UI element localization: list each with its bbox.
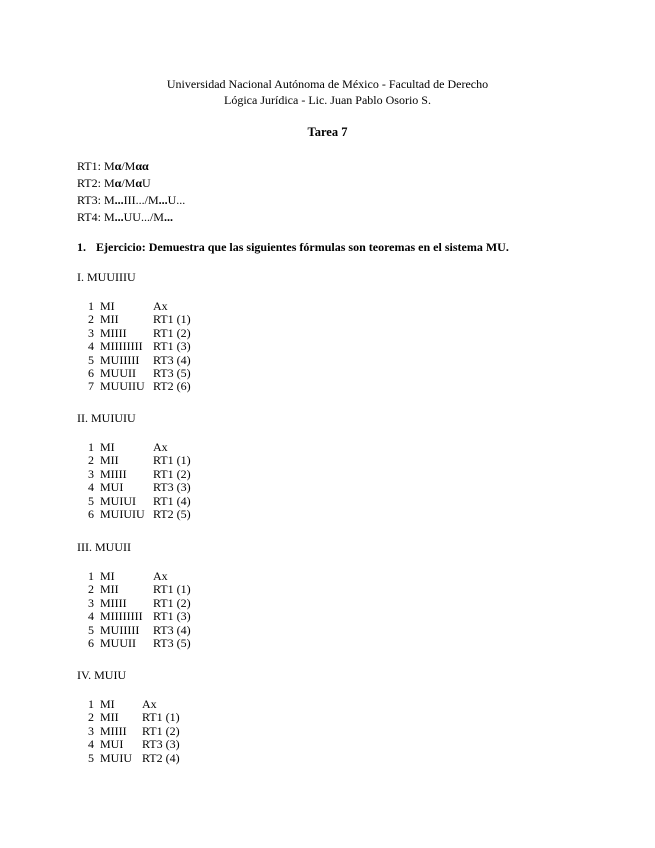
rules-list — [77, 158, 185, 226]
step-string: MII — [100, 453, 119, 468]
rule-rt3: RT3: M...III.../M...U... — [77, 193, 186, 207]
step-string: MUUII — [100, 636, 136, 651]
step-justification: RT1 (1) — [153, 453, 191, 468]
step-number: 4 — [88, 480, 94, 495]
header-course: Lógica Jurídica - Lic. Juan Pablo Osorio S. — [224, 93, 431, 107]
step-string: MII — [100, 582, 119, 597]
step-justification: RT1 (2) — [153, 595, 191, 610]
step-justification: RT3 (5) — [153, 366, 191, 381]
step-string: MUI — [100, 480, 124, 495]
step-justification: RT3 (4) — [153, 352, 191, 367]
step-justification: RT1 (1) — [142, 710, 180, 725]
exercise-number: 1. — [77, 240, 86, 254]
rule-rt1: RT1: Mα/Mαα — [77, 159, 149, 173]
step-string: MIIII — [100, 595, 127, 610]
proof-row — [82, 441, 191, 454]
step-string: MI — [100, 299, 115, 313]
proof-row — [82, 752, 180, 765]
step-justification: RT3 (5) — [153, 636, 191, 651]
exercise-text: Ejercicio: Demuestra que las siguientes fórmulas son teoremas en el sistema MU. — [96, 240, 509, 254]
proof-row — [82, 495, 191, 508]
step-number: 2 — [88, 312, 94, 327]
step-number: 2 — [88, 582, 94, 597]
step-string: MII — [100, 312, 119, 327]
document-header — [0, 76, 655, 108]
step-justification: RT2 (6) — [153, 379, 191, 394]
proof-row — [82, 610, 191, 623]
step-number: 3 — [88, 723, 94, 738]
section-title: IV. MUIU — [77, 668, 127, 682]
document-title: Tarea 7 — [307, 125, 348, 139]
step-string: MUIUI — [100, 493, 136, 508]
step-number: 6 — [88, 366, 94, 381]
rule-rt4: RT4: M...UU.../M... — [77, 210, 173, 224]
step-number: 4 — [88, 339, 94, 354]
step-string: MII — [100, 710, 119, 725]
step-string: MUIIIII — [100, 622, 140, 637]
step-justification: RT1 (4) — [153, 493, 191, 508]
step-number: 6 — [88, 507, 94, 522]
step-justification: RT1 (2) — [142, 723, 180, 738]
step-justification: Ax — [153, 440, 168, 454]
step-justification: Ax — [142, 697, 157, 711]
step-justification: RT1 (3) — [153, 609, 191, 624]
step-number: 3 — [88, 325, 94, 340]
step-justification: RT1 (1) — [153, 582, 191, 597]
proof-row — [82, 738, 180, 751]
proof-row — [82, 468, 191, 481]
proof-row — [82, 313, 191, 326]
step-number: 5 — [88, 622, 94, 637]
section-title: III. MUUII — [77, 540, 131, 554]
proof-row — [82, 367, 191, 380]
step-string: MIIIIIIII — [100, 339, 143, 354]
step-string: MUIU — [100, 750, 132, 765]
step-string: MIIIIIIII — [100, 609, 143, 624]
step-justification: RT1 (2) — [153, 466, 191, 481]
step-number: 6 — [88, 636, 94, 651]
step-string: MI — [100, 569, 115, 583]
step-justification: RT1 (1) — [153, 312, 191, 327]
proof-row — [82, 597, 191, 610]
step-number: 1 — [88, 697, 94, 711]
proof-row — [82, 637, 191, 650]
step-justification: RT3 (3) — [153, 480, 191, 495]
section-title: II. MUIUIU — [77, 411, 136, 425]
step-string: MIIII — [100, 325, 127, 340]
proof-row — [82, 711, 180, 724]
step-number: 5 — [88, 493, 94, 508]
proof-table — [82, 570, 191, 650]
proof-table — [82, 441, 191, 521]
step-string: MI — [100, 440, 115, 454]
step-string: MUIIIII — [100, 352, 140, 367]
proof-row — [82, 340, 191, 353]
proof-row — [82, 481, 191, 494]
step-number: 7 — [88, 379, 94, 394]
step-number: 4 — [88, 609, 94, 624]
step-number: 1 — [88, 569, 94, 583]
proof-row — [82, 624, 191, 637]
step-number: 1 — [88, 299, 94, 313]
step-justification: RT1 (2) — [153, 325, 191, 340]
step-justification: Ax — [153, 299, 168, 313]
proof-row — [82, 725, 180, 738]
step-string: MUUII — [100, 366, 136, 381]
step-justification: RT2 (5) — [153, 507, 191, 522]
section-title: I. MUUIIIU — [77, 270, 136, 284]
proof-row — [82, 508, 191, 521]
step-number: 4 — [88, 737, 94, 752]
step-number: 1 — [88, 440, 94, 454]
step-justification: Ax — [153, 569, 168, 583]
proof-table — [82, 300, 191, 394]
step-string: MIIII — [100, 723, 127, 738]
step-justification: RT1 (3) — [153, 339, 191, 354]
proof-row — [82, 300, 191, 313]
proof-table — [82, 698, 180, 765]
step-string: MI — [100, 697, 115, 711]
proof-row — [82, 583, 191, 596]
proof-row — [82, 698, 180, 711]
step-string: MUIUIU — [100, 507, 145, 522]
step-number: 2 — [88, 453, 94, 468]
rule-rt2: RT2: Mα/MαU — [77, 176, 151, 190]
step-number: 5 — [88, 750, 94, 765]
step-justification: RT3 (3) — [142, 737, 180, 752]
proof-row — [82, 327, 191, 340]
proof-row — [82, 380, 191, 393]
step-justification: RT2 (4) — [142, 750, 180, 765]
header-institution: Universidad Nacional Autónoma de México - Facultad de Derecho — [166, 77, 489, 91]
step-number: 3 — [88, 595, 94, 610]
step-string: MUI — [100, 737, 124, 752]
proof-row — [82, 454, 191, 467]
step-number: 2 — [88, 710, 94, 725]
step-number: 3 — [88, 466, 94, 481]
step-number: 5 — [88, 352, 94, 367]
proof-row — [82, 570, 191, 583]
exercise-heading — [77, 240, 509, 254]
step-string: MUUIIU — [100, 379, 145, 394]
proof-row — [82, 354, 191, 367]
step-justification: RT3 (4) — [153, 622, 191, 637]
step-string: MIIII — [100, 466, 127, 481]
